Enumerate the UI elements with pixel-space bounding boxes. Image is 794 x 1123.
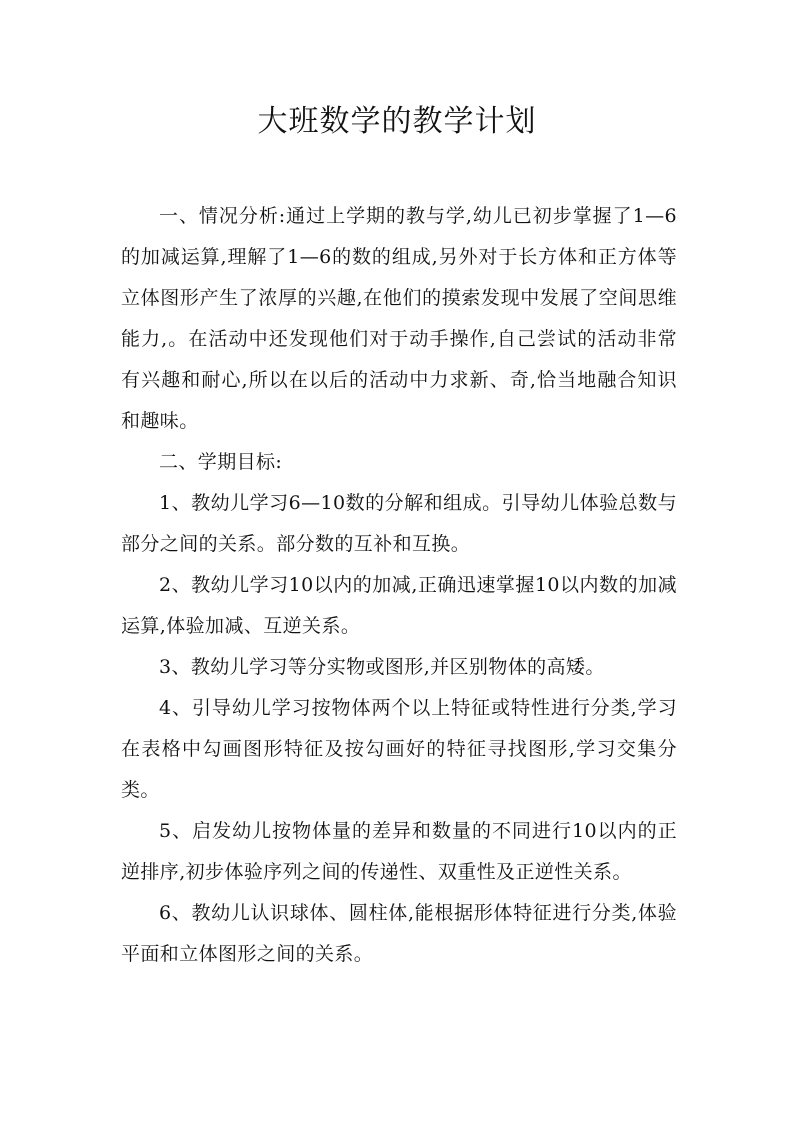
paragraph-goal-6: 6、教幼儿认识球体、圆柱体,能根据形体特征进行分类,体验平面和立体图形之间的关系。 <box>121 902 677 965</box>
paragraph-semester-goals-heading: 二、学期目标: <box>159 451 283 473</box>
paragraph-situation-analysis: 一、情况分析:通过上学期的教与学,幼儿已初步掌握了1—6的加减运算,理解了1—6的数的组成,另外对于长方体和正方体等立体图形产生了浓厚的兴趣,在他们的摸索发现中发展了空间思维能力,。在活动中还发现他们对于动手操作,自己尝试的活动非常有兴趣和耐心,所以在以后的活动中力求新、奇,恰当地融合知识和趣味。 <box>121 205 677 432</box>
paragraph-goal-5: 5、启发幼儿按物体量的差异和数量的不同进行10以内的正逆排序,初步体验序列之间的传递性、双重性及正逆性关系。 <box>121 820 677 883</box>
paragraph-goal-2: 2、教幼儿学习10以内的加减,正确迅速掌握10以内数的加减运算,体验加减、互逆关系。 <box>121 574 677 637</box>
paragraph-goal-3: 3、教幼儿学习等分实物或图形,并区别物体的高矮。 <box>159 656 605 678</box>
document-body <box>121 196 677 975</box>
page-title: 大班数学的教学计划 <box>257 104 537 139</box>
paragraph-goal-4: 4、引导幼儿学习按物体两个以上特征或特性进行分类,学习在表格中勾画图形特征及按勾画好的特征寻找图形,学习交集分类。 <box>121 697 677 801</box>
paragraph-goal-1: 1、教幼儿学习6—10数的分解和组成。引导幼儿体验总数与部分之间的关系。部分数的互补和互换。 <box>121 492 677 555</box>
